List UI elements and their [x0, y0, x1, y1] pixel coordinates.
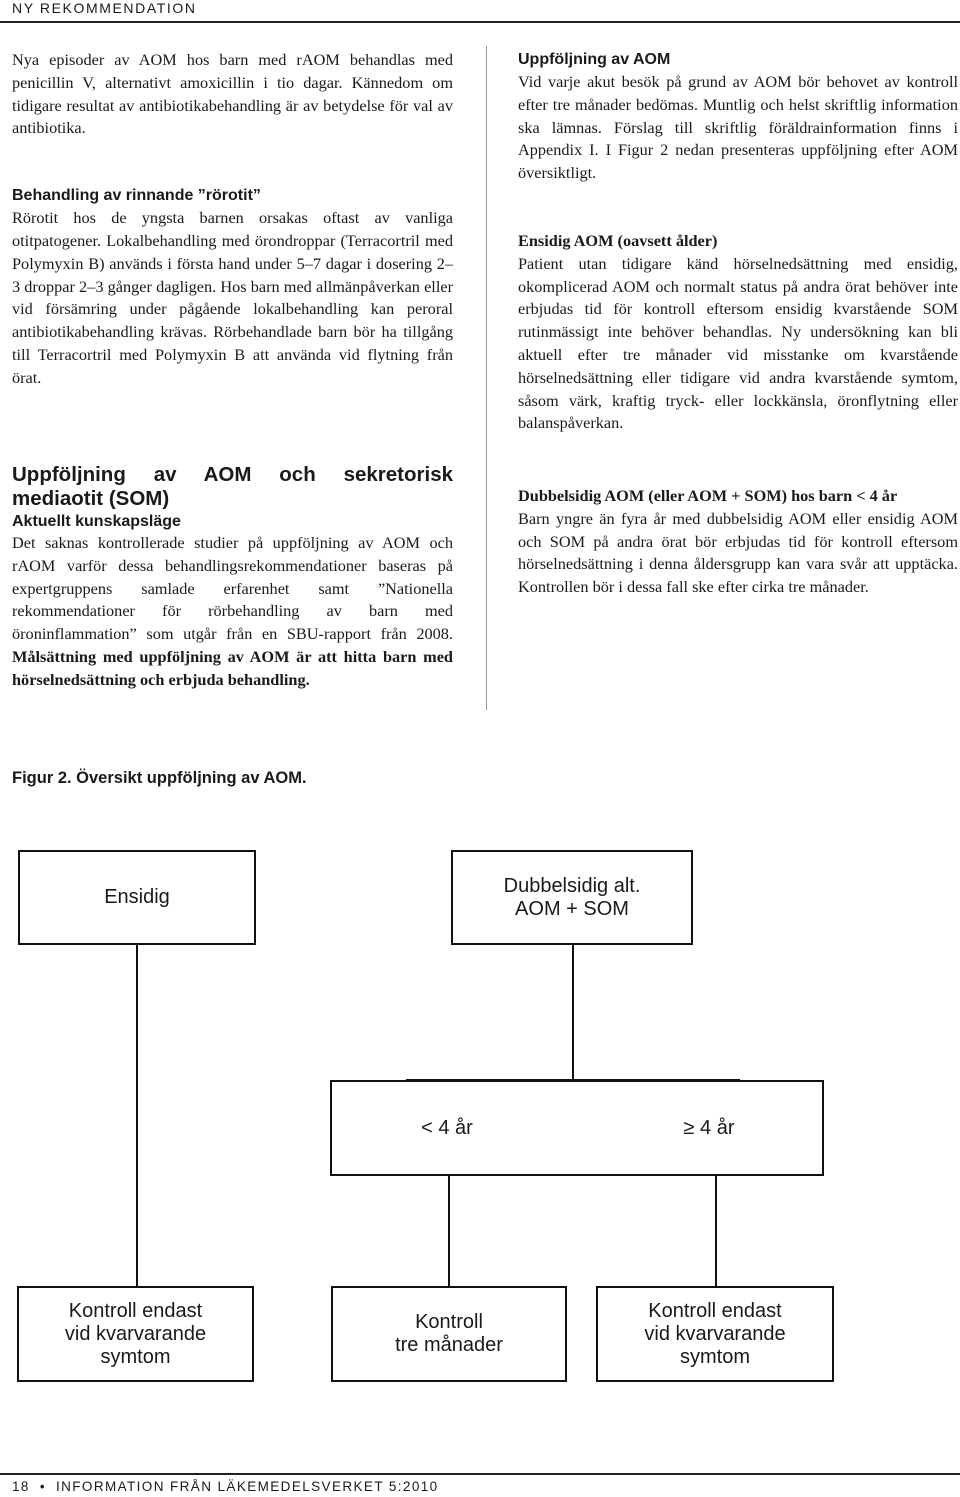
box-age-split	[330, 1080, 824, 1176]
box-kontroll-symtom-left-label: Kontroll endast vid kvarvarande symtom	[64, 1299, 207, 1368]
box-over4	[594, 1082, 824, 1174]
footer-rule	[0, 1473, 960, 1475]
connector-over4-down	[715, 1175, 717, 1287]
bullet-separator: •	[39, 1479, 46, 1494]
section-label: NY REKOMMENDATION	[12, 0, 197, 16]
figure-caption: Figur 2. Översikt uppföljning av AOM.	[12, 769, 307, 787]
heading-rorotit: Behandling av rinnande ”rörotit”	[12, 187, 261, 205]
column-divider	[486, 46, 487, 710]
box-over4-label: ≥ 4 år	[683, 1116, 735, 1139]
connector-ensidig-down	[136, 943, 138, 1288]
intro-paragraph: Nya episoder av AOM hos barn med rAOM behandlas med penicillin V, alternativt amoxicillin i tio dagar. Kännedom om tidigare resultat av antibiotikabehandling är av betydelse för val av antibiotika.	[12, 50, 453, 138]
right-column-top	[518, 49, 958, 435]
paragraph-som	[12, 532, 453, 692]
box-kontroll-symtom-left	[17, 1286, 254, 1382]
paragraph-dubbelsidig: Barn yngre än fyra år med dubbelsidig AOM eller ensidig AOM och SOM på andra örat bör erbjudas tid för kontroll eftersom hörselnedsättning i denna åldersgrupp kan vara svår att upptäcka. Kontrollen bör i dessa fall ske efter cirka tre månader.	[518, 508, 958, 597]
box-dubbelsidig-label: Dubbelsidig alt. AOM + SOM	[503, 874, 641, 920]
connector-dubbelsidig-down	[572, 943, 574, 1081]
right-column-bottom	[518, 485, 958, 599]
heading-uppfoljning: Uppföljning av AOM	[518, 51, 671, 68]
box-kontroll-symtom-right	[596, 1286, 834, 1382]
left-column-bottom	[12, 463, 453, 692]
paragraph-ensidig: Patient utan tidigare känd hörselnedsättning med ensidig, okomplicerad AOM och normalt status på andra örat behöver inte erbjudas tid för kontroll eftersom ensidig kvarstående SOM rutinmässigt inte behöver behandlas. Ny undersökning kan bli aktuell efter tre månader vid misstanke om kvarstående hörselnedsättning eller tidigare vid andra kvarstående symtom, såsom värk, kraftig tryck- eller lockkänsla, öronflytning eller balanspåverkan.	[518, 253, 958, 433]
paragraph-som-goal: Målsättning med uppföljning av AOM är att hitta barn med hörselnedsättning och erbjuda behandling.	[12, 646, 453, 689]
paragraph-rorotit: Rörotit hos de yngsta barnen orsakas oftast av vanliga otitpatogener. Lokalbehandling med örondroppar (Terracortril med Polymyxin B) används i första hand under 5–7 dagar i dosering 2–3 droppar 2–3 gånger dagligen. Hos barn med allmänpåverkan eller vid försämring under pågående lokalbehandling kan peroral antibiotikabehandling krävas. Rörbehandlade barn bör ha tillgång till Terracortril med Polymyxin B att använda vid flytning från örat.	[12, 208, 453, 387]
box-ensidig	[18, 850, 256, 945]
paragraph-som-text: Det saknas kontrollerade studier på uppföljning av AOM och rAOM varför dessa behandlingsrekommendationer baseras på expertgruppens samlade erfarenhet samt ”Nationella rekommendationer för rörbehandling av barn med öroninflammation” som utgår från en SBU-rapport från 2008.	[12, 533, 453, 644]
box-kontroll-symtom-right-label: Kontroll endast vid kvarvarande symtom	[644, 1299, 786, 1368]
heading-som: Uppföljning av AOM och sekretorisk mediaotit (SOM)	[12, 463, 453, 510]
page-footer	[12, 1479, 439, 1494]
heading-ensidig: Ensidig AOM (oavsett ålder)	[518, 230, 718, 250]
connector-under4-down	[448, 1175, 450, 1287]
box-ensidig-label: Ensidig	[104, 886, 170, 908]
heading-dubbelsidig: Dubbelsidig AOM (eller AOM + SOM) hos barn < 4 år	[518, 486, 898, 505]
page-header	[0, 0, 960, 24]
page-number: 18	[12, 1479, 30, 1494]
box-under4-label: < 4 år	[421, 1116, 473, 1139]
publication-name: INFORMATION FRÅN LÄKEMEDELSVERKET 5:2010	[55, 1479, 439, 1494]
box-kontroll-tre-manader	[331, 1286, 567, 1382]
header-rule	[0, 21, 960, 23]
subheading-kunskapslage: Aktuellt kunskapsläge	[12, 513, 181, 530]
box-kontroll-tre-manader-label: Kontroll tre månader	[395, 1311, 503, 1356]
paragraph-uppfoljning: Vid varje akut besök på grund av AOM bör behovet av kontroll efter tre månader bedömas. Muntlig och helst skriftlig information ska lämnas. Förslag till skriftlig föräldrainformation finns i Appendix I. I Figur 2 nedan presenteras uppföljning efter AOM översiktligt.	[518, 72, 958, 183]
left-column-top	[12, 49, 453, 390]
box-under4	[332, 1082, 562, 1174]
box-dubbelsidig	[451, 850, 693, 945]
